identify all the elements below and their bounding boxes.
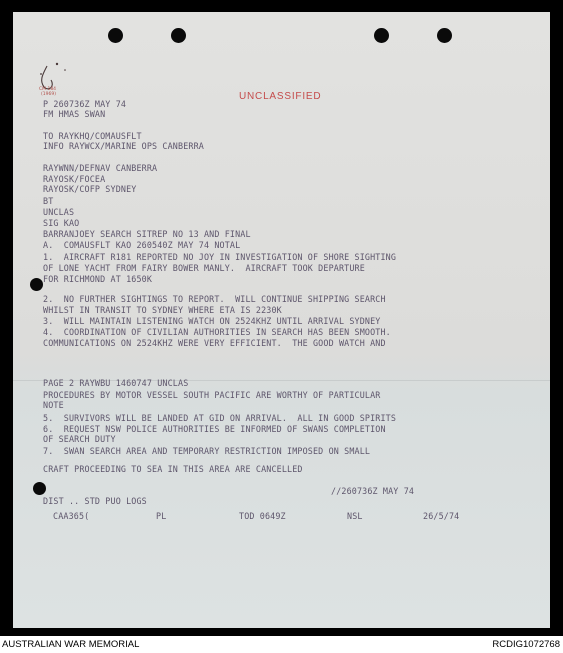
- message-body-line: OF LONE YACHT FROM FAIRY BOWER MANLY. AIRCRAFT TOOK DEPARTURE: [43, 263, 365, 273]
- document-page: [13, 12, 550, 628]
- message-body-line: WHILST IN TRANSIT TO SYDNEY WHERE ETA IS 2230K: [43, 305, 282, 315]
- side-punch-hole: [30, 278, 43, 291]
- message-body-line: 1. AIRCRAFT R181 REPORTED NO JOY IN INVESTIGATION OF SHORE SIGHTING: [43, 252, 397, 262]
- message-body-line: OF SEARCH DUTY: [43, 434, 116, 444]
- from-line: FM HMAS SWAN: [43, 109, 106, 119]
- side-punch-hole: [33, 482, 46, 495]
- message-subject: BARRANJOEY SEARCH SITREP NO 13 AND FINAL: [43, 229, 251, 239]
- message-body-line: 6. REQUEST NSW POLICE AUTHORITIES BE INFORMED OF SWANS COMPLETION: [43, 424, 386, 434]
- message-body-line: CRAFT PROCEEDING TO SEA IN THIS AREA ARE CANCELLED: [43, 464, 303, 474]
- stamp-text-line: CM 184: [39, 87, 57, 92]
- reference-line: A. COMAUSFLT KAO 260540Z MAY 74 NOTAL: [43, 240, 241, 250]
- message-body-line: 7. SWAN SEARCH AREA AND TEMPORARY RESTRICTION IMPOSED ON SMALL: [43, 446, 371, 456]
- log-nsl: NSL: [347, 511, 363, 521]
- page-header: PAGE 2 RAYWBU 1460747 UNCLAS: [43, 378, 189, 388]
- signal-ref: SIG KAO: [43, 218, 80, 228]
- message-body-line: 3. WILL MAINTAIN LISTENING WATCH ON 2524KHZ UNTIL ARRIVAL SYDNEY: [43, 316, 381, 326]
- break-line: BT: [43, 196, 54, 206]
- log-op-initials: PL: [156, 511, 167, 521]
- punch-hole: [108, 28, 123, 43]
- info-addressee: RAYWNN/DEFNAV CANBERRA: [43, 163, 158, 173]
- info-addressee: RAYOSK/COFP SYDNEY: [43, 184, 137, 194]
- message-body-line: NOTE: [43, 400, 64, 410]
- log-date: 26/5/74: [423, 511, 460, 521]
- classification-header: UNCLASSIFIED: [239, 91, 322, 102]
- distribution-line: DIST .. STD PUO LOGS: [43, 496, 147, 506]
- archive-footer: [0, 636, 563, 653]
- punch-hole: [437, 28, 452, 43]
- stamp-text-line: (1969): [41, 92, 56, 97]
- message-body-line: FOR RICHMOND AT 1650K: [43, 274, 153, 284]
- message-body-line: COMMUNICATIONS ON 2524KHZ WERE VERY EFFICIENT. THE GOOD WATCH AND: [43, 338, 386, 348]
- message-body-line: 5. SURVIVORS WILL BE LANDED AT GID ON ARRIVAL. ALL IN GOOD SPIRITS: [43, 413, 397, 423]
- info-addressee: RAYOSK/FOCEA: [43, 174, 106, 184]
- log-tod: TOD 0649Z: [239, 511, 286, 521]
- precedence-dtg: P 260736Z MAY 74: [43, 99, 127, 109]
- message-body-line: 2. NO FURTHER SIGHTINGS TO REPORT. WILL CONTINUE SHIPPING SEARCH: [43, 294, 386, 304]
- archive-id: RCDIG1072768: [492, 639, 560, 650]
- to-line: TO RAYKHQ/COMAUSFLT: [43, 131, 142, 141]
- punch-hole: [374, 28, 389, 43]
- message-body-line: 4. COORDINATION OF CIVILIAN AUTHORITIES IN SEARCH HAS BEEN SMOOTH.: [43, 327, 391, 337]
- archive-name: AUSTRALIAN WAR MEMORIAL: [2, 639, 140, 650]
- log-ref: CAA365(: [53, 511, 90, 521]
- info-line: INFO RAYWCX/MARINE OPS CANBERRA: [43, 141, 204, 151]
- classification-line: UNCLAS: [43, 207, 75, 217]
- message-body-line: PROCEDURES BY MOTOR VESSEL SOUTH PACIFIC ARE WORTHY OF PARTICULAR: [43, 390, 381, 400]
- punch-hole: [171, 28, 186, 43]
- dtg-closing: //260736Z MAY 74: [331, 486, 415, 496]
